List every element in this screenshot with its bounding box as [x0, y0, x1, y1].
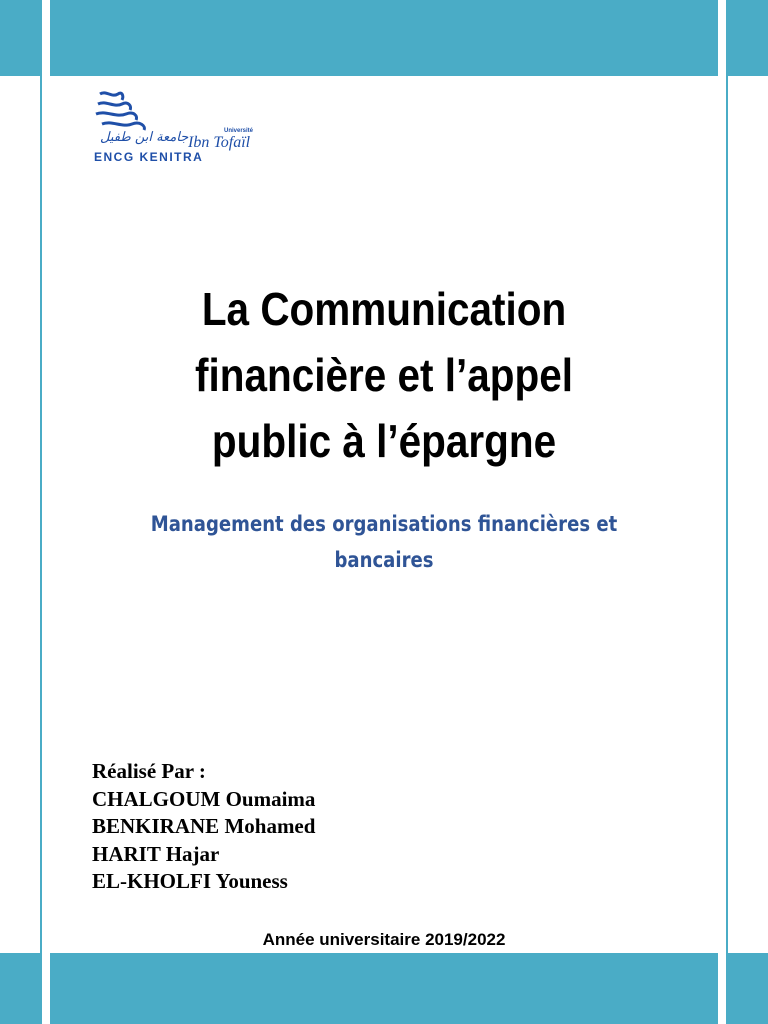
subtitle-line: Management des organisations financières et — [150, 512, 618, 536]
frame-top-right-band — [728, 0, 768, 76]
document-title — [99, 276, 669, 474]
logo-arabic-text: جامعة ابن طفيل — [100, 130, 189, 145]
logo-university-label: Université — [224, 128, 254, 134]
wave-emblem-icon — [92, 88, 152, 134]
frame-top-band — [50, 0, 718, 76]
author-name: CHALGOUM Oumaima — [92, 786, 316, 811]
title-line: public à l’épargne — [211, 415, 557, 467]
frame-bottom-left-band — [0, 953, 40, 1024]
title-line: La Communication — [201, 283, 567, 335]
author-name: HARIT Hajar — [92, 841, 220, 866]
logo-university-name: Ibn Tofaïl — [188, 134, 251, 151]
author-name: EL-KHOLFI Youness — [92, 869, 288, 893]
authors-heading: Réalisé Par : — [92, 759, 206, 783]
document-subtitle — [131, 506, 637, 578]
author-name: BENKIRANE Mohamed — [92, 814, 316, 838]
academic-year: Année universitaire 2019/2022 — [262, 930, 506, 949]
frame-left-rule — [40, 0, 42, 1024]
frame-right-rule — [726, 0, 728, 1024]
title-line: financière et l’appel — [195, 349, 573, 401]
authors-block — [92, 758, 315, 896]
frame-top-left-band — [0, 0, 40, 76]
subtitle-line: bancaires — [334, 548, 434, 572]
frame-bottom-right-band — [728, 953, 768, 1024]
frame-bottom-band — [50, 953, 718, 1024]
university-logo — [92, 88, 264, 168]
logo-school-name: ENCG KENITRA — [94, 150, 204, 164]
